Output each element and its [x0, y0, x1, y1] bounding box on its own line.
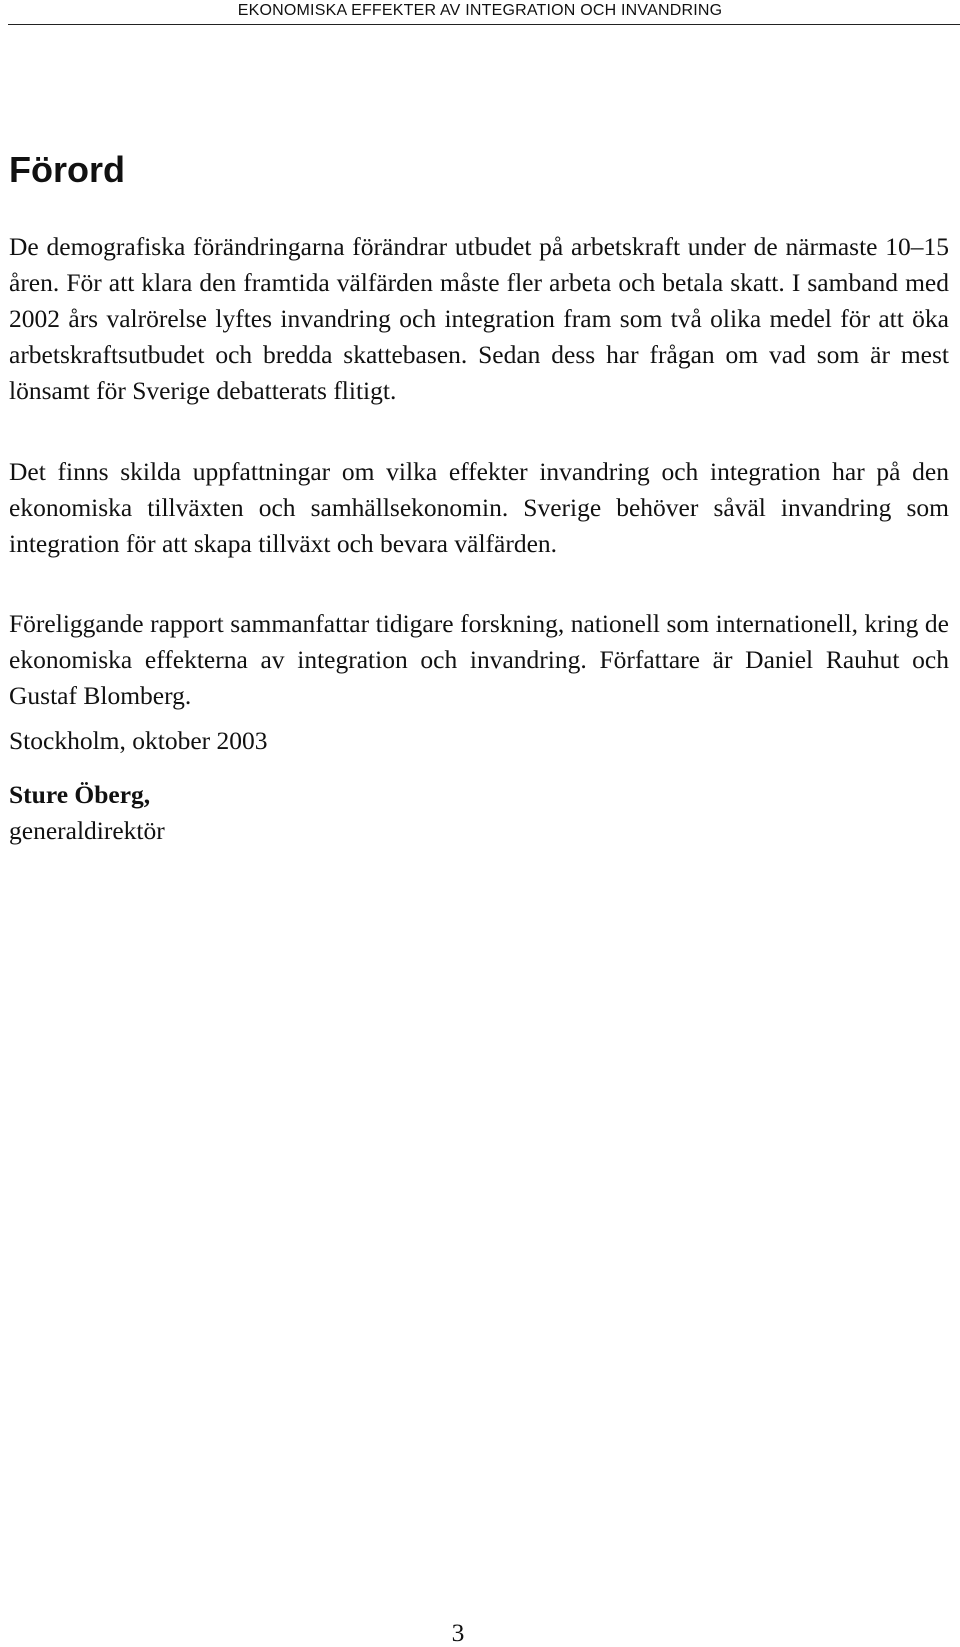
signer-title: generaldirektör	[9, 816, 165, 845]
place-date: Stockholm, oktober 2003	[9, 726, 268, 755]
paragraph-1: De demografiska förändringarna förändrar utbudet på arbetskraft under de närmaste 10–15 åren. För att klara den framtida välfärden måste fler arbeta och betala skatt. I samband med 2002 års valrörelse lyftes invandring och integration fram som två olika medel för att öka arbetskraftsutbudet och bredda skattebasen. Sedan dess har frågan om vad som är mest lönsamt för Sverige debatterats flitigt.	[9, 232, 949, 405]
header-rule	[8, 24, 960, 25]
signer-name: Sture Öberg,	[9, 780, 151, 809]
paragraph-3: Föreliggande rapport sammanfattar tidigare forskning, nationell som internationell, kring de ekonomiska effekterna av integration och invandring. Författare är Daniel Rauhut och Gustaf Blomberg.	[9, 609, 949, 710]
paragraph-2: Det finns skilda uppfattningar om vilka effekter invandring och integration har på den ekonomiska tillväxten och samhällsekonomin. Sverige behöver såväl invandring som integration för att skapa tillväxt och bevara välfärden.	[9, 457, 949, 558]
page-number: 3	[451, 1618, 465, 1647]
running-header: EKONOMISKA EFFEKTER AV INTEGRATION OCH INVANDRING	[237, 2, 723, 19]
page-title: Förord	[9, 149, 125, 190]
